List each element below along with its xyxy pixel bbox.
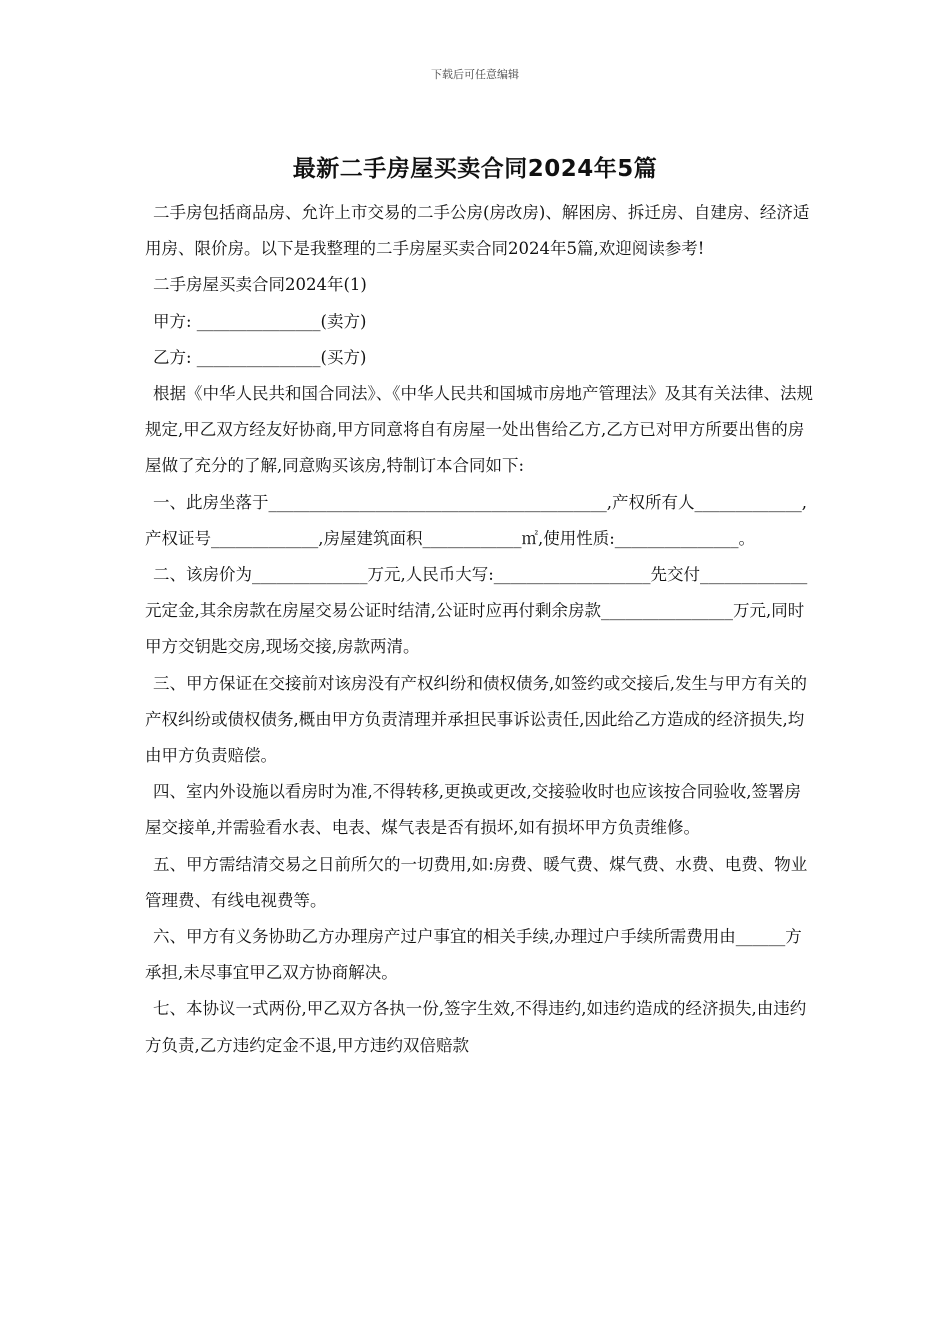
clause-4: 四、室内外设施以看房时为准,不得转移,更换或更改,交接验收时也应该按合同验收,签署房屋交接单,并需验看水表、电表、煤气表是否有损坏,如有损坏甲方负责维修。	[145, 782, 801, 838]
intro-paragraph: 二手房包括商品房、允许上市交易的二手公房(房改房)、解困房、拆迁房、自建房、经济适用房、限价房。以下是我整理的二手房屋买卖合同2024年5篇,欢迎阅读参考!	[145, 203, 810, 259]
header-note: 下载后可任意编辑	[431, 68, 519, 81]
clause-5: 五、甲方需结清交易之日前所欠的一切费用,如:房费、暖气费、煤气费、水费、电费、物业管理费、有线电视费等。	[145, 854, 808, 910]
preamble-paragraph: 根据《中华人民共和国合同法》、《中华人民共和国城市房地产管理法》及其有关法律、法规规定,甲乙双方经友好协商,甲方同意将自有房屋一处出售给乙方,乙方已对甲方所要出售的房屋做了充分的了解,同意购买该房,特制订本合同如下:	[145, 384, 813, 476]
party-a-line: 甲方: _______________(卖方)	[153, 311, 367, 331]
clause-6: 六、甲方有义务协助乙方办理房产过户事宜的相关手续,办理过户手续所需费用由______方承担,未尽事宜甲乙双方协商解决。	[145, 927, 802, 983]
document-title: 最新二手房屋买卖合同2024年5篇	[292, 156, 658, 182]
clause-1: 一、此房坐落于_________________________________________,产权所有人_____________,产权证号_____________,房屋建筑面积____________㎡,使用性质:_______________。	[145, 492, 807, 548]
contract-heading: 二手房屋买卖合同2024年(1)	[153, 275, 367, 295]
clause-2: 二、该房价为______________万元,人民币大写:___________________先交付_____________元定金,其余房款在房屋交易公证时结清,公证时应再付剩余房款________________万元,同时甲方交钥匙交房,现场交接,房款两清。	[145, 565, 808, 657]
document-body	[145, 195, 817, 1064]
clause-3: 三、甲方保证在交接前对该房没有产权纠纷和债权债务,如签约或交接后,发生与甲方有关的产权纠纷或债权债务,概由甲方负责清理并承担民事诉讼责任,因此给乙方造成的经济损失,均由甲方负责赔偿。	[145, 673, 807, 766]
party-b-line: 乙方: _______________(买方)	[153, 347, 367, 367]
clause-7: 七、本协议一式两份,甲乙双方各执一份,签字生效,不得违约,如违约造成的经济损失,由违约方负责,乙方违约定金不退,甲方违约双倍赔款	[145, 999, 807, 1055]
